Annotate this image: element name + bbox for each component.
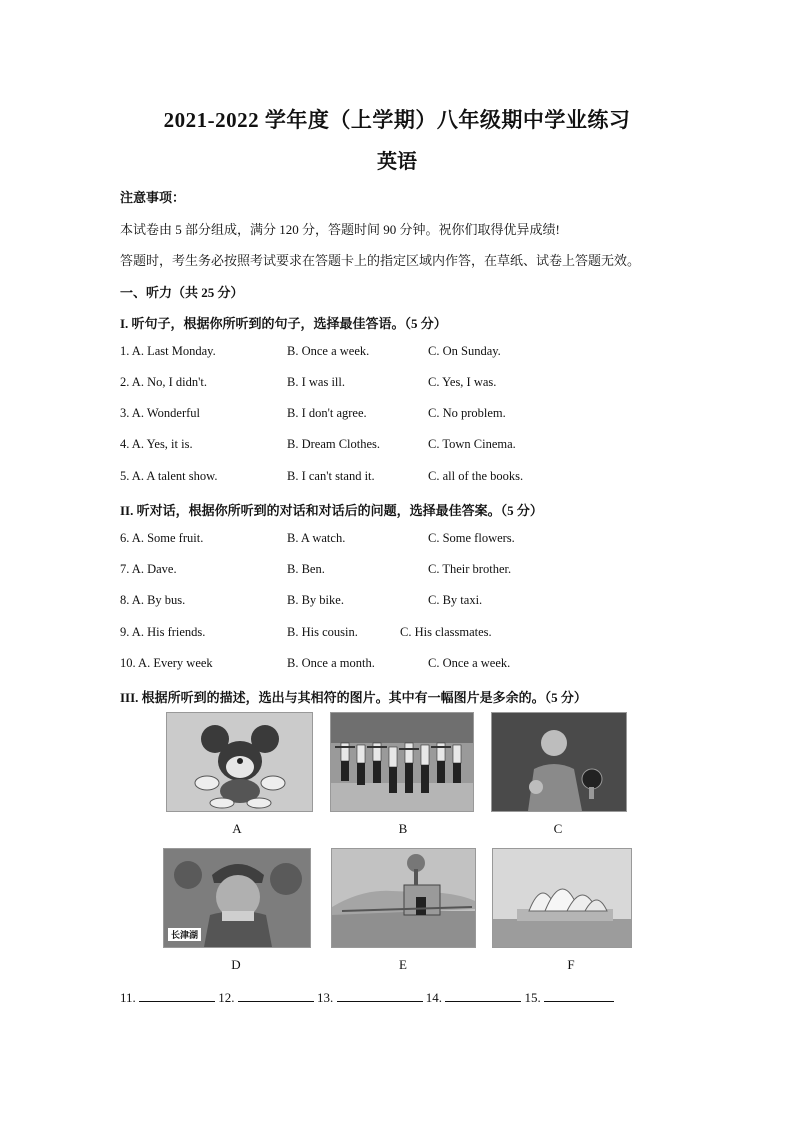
q9-option-a: 9. A. His friends. <box>120 625 206 639</box>
q3-option-b: B. I don't agree. <box>287 406 367 420</box>
picture-f <box>492 848 632 948</box>
picture-e <box>331 848 476 948</box>
q4-option-c: C. Town Cinema. <box>428 437 516 451</box>
notes-line-1: 本试卷由 5 部分组成，满分 120 分，答题时间 90 分钟。祝你们取得优异成绩! <box>120 222 560 237</box>
blank-15-label: 15. <box>524 990 541 1005</box>
q6-option-c: C. Some flowers. <box>428 531 515 545</box>
q8-option-b: B. By bike. <box>287 593 344 607</box>
q1-option-a: 1. A. Last Monday. <box>120 344 216 358</box>
blank-12-label: 12. <box>218 990 235 1005</box>
part1-heading: 一、听力（共 25 分） <box>120 285 244 300</box>
q7-option-c: C. Their brother. <box>428 562 512 576</box>
q4-option-a: 4. A. Yes, it is. <box>120 437 193 451</box>
notes-heading: 注意事项： <box>120 190 186 205</box>
subject-title: 英语 <box>377 151 417 173</box>
picture-f-label: F <box>567 957 575 972</box>
page-title: 2021-2022 学年度（上学期）八年级期中学业练习 <box>163 108 631 132</box>
blank-13-label: 13. <box>317 990 334 1005</box>
q10-option-a: 10. A. Every week <box>120 656 213 670</box>
blank-11-label: 11. <box>120 990 136 1005</box>
picture-a <box>166 712 313 812</box>
q7-option-a: 7. A. Dave. <box>120 562 177 576</box>
q10-option-c: C. Once a week. <box>428 656 511 670</box>
q2-option-b: B. I was ill. <box>287 375 345 389</box>
q9-option-c: C. His classmates. <box>400 625 492 639</box>
picture-d-label: D <box>231 957 241 972</box>
q6-option-b: B. A watch. <box>287 531 346 545</box>
section2-heading: II. 听对话，根据你所听到的对话和对话后的问题，选择最佳答案。（5 分） <box>120 503 543 518</box>
picture-a-label: A <box>232 821 242 836</box>
q6-option-a: 6. A. Some fruit. <box>120 531 204 545</box>
picture-e-label: E <box>399 957 407 972</box>
blank-11[interactable] <box>139 989 215 1002</box>
q4-option-b: B. Dream Clothes. <box>287 437 381 451</box>
cartoon-mouse-icon <box>167 713 312 811</box>
q8-option-a: 8. A. By bus. <box>120 593 186 607</box>
q2-option-c: C. Yes, I was. <box>428 375 497 389</box>
section3-heading: III. 根据所听到的描述，选出与其相符的图片。其中有一幅图片是多余的。（5 分） <box>120 690 587 705</box>
q10-option-b: B. Once a month. <box>287 656 375 670</box>
picture-c-label: C <box>553 821 563 836</box>
picture-b <box>330 712 474 812</box>
q1-option-b: B. Once a week. <box>287 344 370 358</box>
notes-line-2: 答题时，考生务必按照考试要求在答题卡上的指定区域内作答，在草纸、试卷上答题无效。 <box>120 253 641 268</box>
blank-12[interactable] <box>238 989 314 1002</box>
picture-d <box>163 848 311 948</box>
blank-14-label: 14. <box>425 990 443 1005</box>
exercise-crowd-icon <box>331 713 473 811</box>
q3-option-a: 3. A. Wonderful <box>120 406 201 420</box>
movie-title-stamp: 长津湖 <box>168 928 201 941</box>
q5-option-b: B. I can't stand it. <box>287 469 375 483</box>
q8-option-c: C. By taxi. <box>428 593 483 607</box>
q3-option-c: C. No problem. <box>428 406 506 420</box>
opera-house-icon <box>493 849 631 947</box>
q9-option-b: B. His cousin. <box>287 625 358 639</box>
section1-heading: I. 听句子，根据你所听到的句子，选择最佳答语。（5 分） <box>120 316 447 331</box>
q2-option-a: 2. A. No, I didn't. <box>120 375 207 389</box>
q5-option-a: 5. A. A talent show. <box>120 469 218 483</box>
blank-15[interactable] <box>544 989 614 1002</box>
picture-b-label: B <box>398 821 408 836</box>
answer-blanks <box>120 989 614 1006</box>
blank-13[interactable] <box>337 989 423 1002</box>
great-wall-icon <box>332 849 475 947</box>
q5-option-c: C. all of the books. <box>428 469 524 483</box>
q1-option-c: C. On Sunday. <box>428 344 501 358</box>
table-tennis-player-icon <box>492 713 626 811</box>
blank-14[interactable] <box>445 989 521 1002</box>
picture-c <box>491 712 627 812</box>
q7-option-b: B. Ben. <box>287 562 325 576</box>
